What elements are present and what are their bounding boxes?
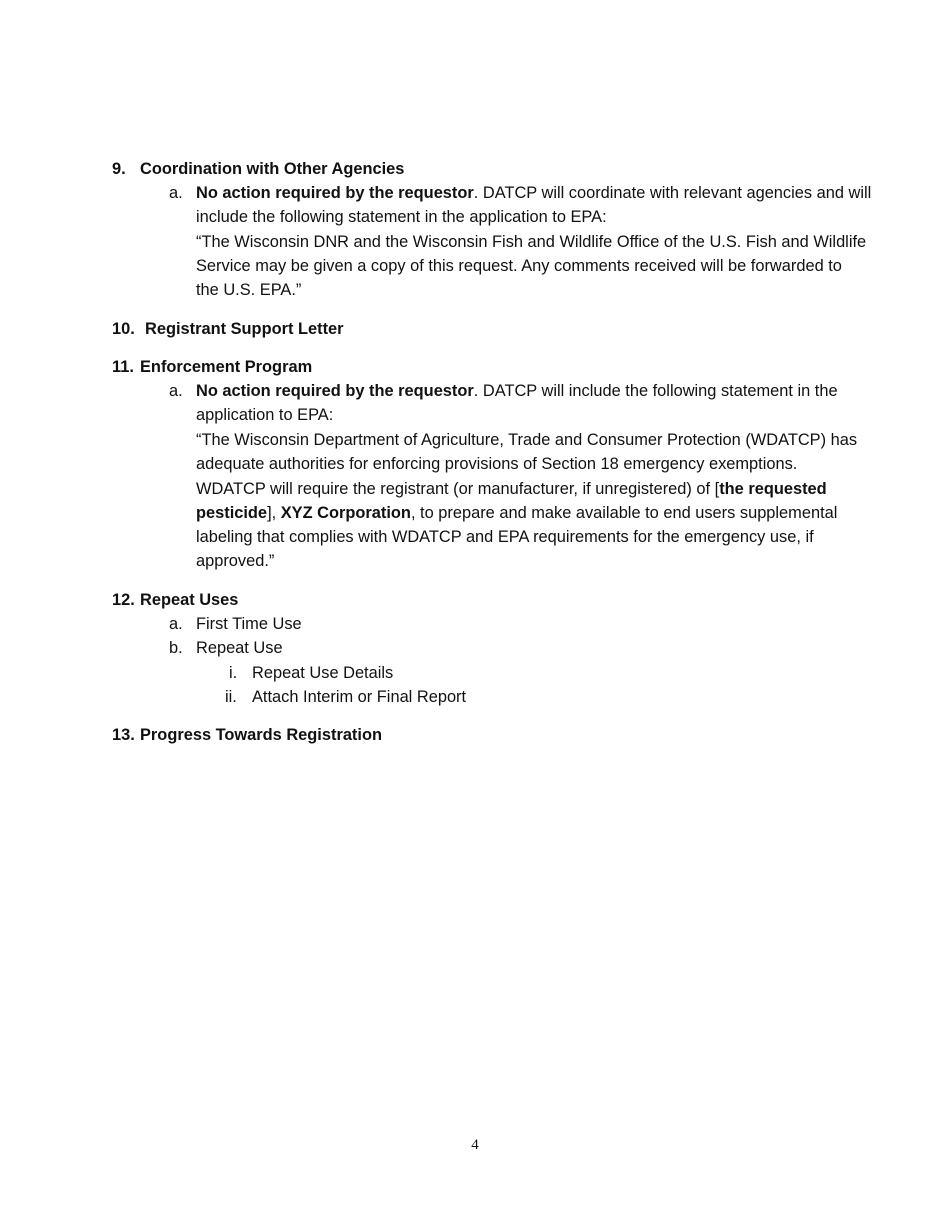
section-heading: Progress Towards Registration [140, 726, 382, 744]
section-heading: Coordination with Other Agencies [140, 160, 405, 178]
bold-lead: No action required by the requestor [196, 382, 474, 400]
quote-line: Service may be given a copy of this request. Any comments received will be forwarded to [196, 257, 842, 275]
sublist-item: Repeat Use Details [252, 664, 394, 682]
section-number: 13. [112, 726, 135, 744]
quote-line: pesticide], XYZ Corporation, to prepare and make available to end users supplemental [196, 504, 838, 522]
list-item: First Time Use [196, 615, 302, 633]
section-number: 11. [112, 358, 134, 376]
section-heading: Registrant Support Letter [145, 320, 344, 338]
page-number: 4 [471, 1137, 479, 1153]
list-marker: a. [169, 615, 183, 633]
sublist-item: Attach Interim or Final Report [252, 688, 467, 706]
quote-line: WDATCP will require the registrant (or manufacturer, if unregistered) of [the requested [196, 480, 827, 498]
paragraph-line: No action required by the requestor. DATCP will include the following statement in the [196, 382, 838, 400]
section-number: 12. [112, 591, 135, 609]
sublist-marker: i. [229, 664, 238, 682]
bold-lead: No action required by the requestor [196, 184, 474, 202]
list-marker: a. [169, 382, 183, 400]
paragraph-line: include the following statement in the application to EPA: [196, 208, 607, 226]
section-heading: Enforcement Program [140, 358, 313, 376]
quote-line: the U.S. EPA.” [196, 281, 302, 299]
sublist-marker: ii. [225, 688, 237, 706]
quote-line: “The Wisconsin DNR and the Wisconsin Fish and Wildlife Office of the U.S. Fish and Wildlife [196, 233, 867, 251]
paragraph-line: No action required by the requestor. DATCP will coordinate with relevant agencies and will [196, 184, 872, 202]
list-marker: b. [169, 639, 183, 657]
section-number: 9. [112, 160, 126, 178]
section-number: 10. [112, 320, 135, 338]
quote-line: approved.” [196, 552, 275, 570]
quote-line: labeling that complies with WDATCP and EPA requirements for the emergency use, if [196, 528, 814, 546]
section-heading: Repeat Uses [140, 591, 239, 609]
list-marker: a. [169, 184, 183, 202]
list-item: Repeat Use [196, 639, 283, 657]
quote-line: adequate authorities for enforcing provisions of Section 18 emergency exemptions. [196, 455, 798, 473]
paragraph-line: application to EPA: [196, 406, 334, 424]
quote-line: “The Wisconsin Department of Agriculture, Trade and Consumer Protection (WDATCP) has [196, 431, 858, 449]
